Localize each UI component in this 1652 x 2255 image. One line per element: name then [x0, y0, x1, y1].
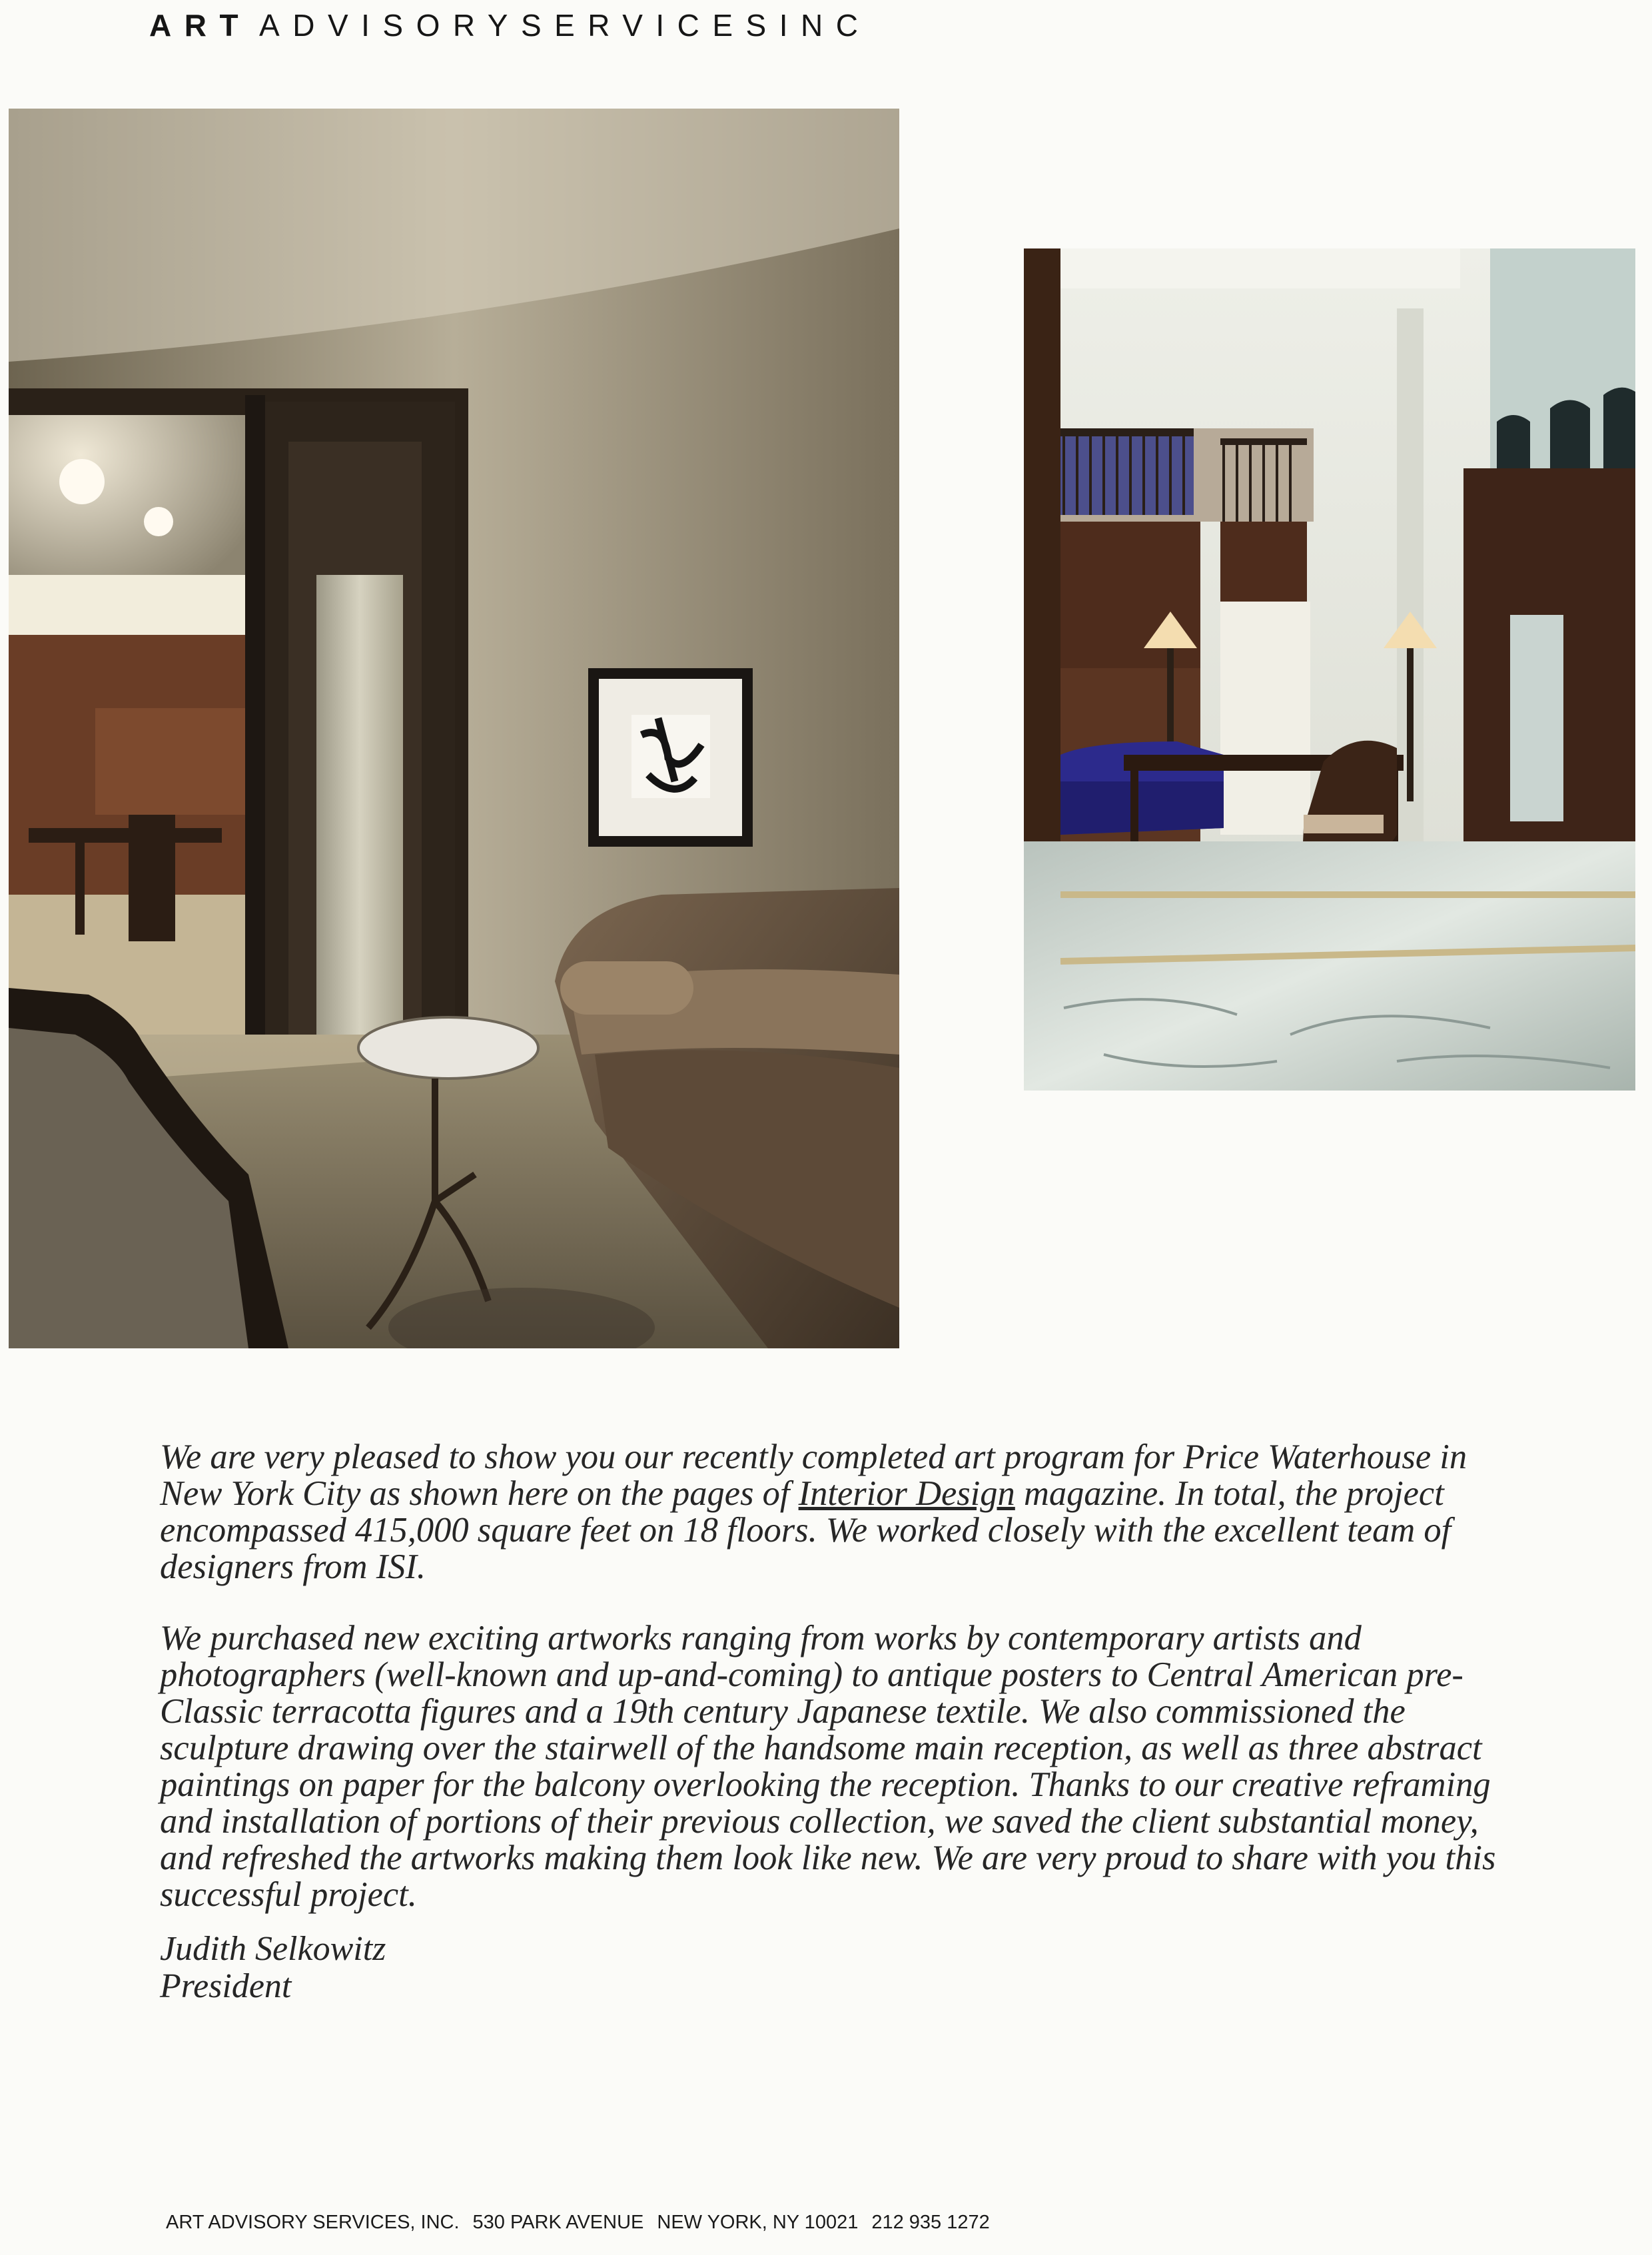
- footer-city: NEW YORK, NY 10021: [657, 2212, 859, 2233]
- photo-reception: [1024, 248, 1635, 1091]
- footer-street: 530 PARK AVENUE: [472, 2212, 644, 2233]
- letterhead-bold: ART: [149, 8, 252, 43]
- lounge-illustration: [9, 109, 899, 1348]
- magazine-title: Interior Design: [798, 1474, 1015, 1513]
- footer-company: ART ADVISORY SERVICES, INC.: [166, 2212, 460, 2233]
- footer-address: [166, 2212, 1003, 2234]
- letter-body: [160, 1439, 1505, 1948]
- p1-text-after: magazine. In total, the project encompassed 415,000 square feet on 18 floors. We worked closely with the excellent team of designers from ISI.: [160, 1474, 1451, 1586]
- letter-paragraph-2: We purchased new exciting artworks ranging from works by contemporary artists and photographers (well-known and up-and-coming) to antique posters to Central American pre-Classic terracotta figures and a 19th century Japanese textile. We also commissioned the sculpture drawing over the stairwell of the handsome main reception, as well as three abstract paintings on paper for the balcony overlooking the reception. Thanks to our creative reframing and installation of portions of their previous collection, we saved the client substantial money, and refreshed the artworks making them look like new. We are very proud to share with you this successful project.: [160, 1619, 1496, 1914]
- reception-illustration: [1024, 248, 1635, 1091]
- footer-phone: 212 935 1272: [871, 2212, 990, 2233]
- signature-title: President: [160, 1967, 292, 2005]
- p1-text-before: We are very pleased to show you our recently completed art program for Price Waterhouse in New York City as shown here on the pages of: [160, 1438, 1467, 1513]
- signature-name: Judith Selkowitz: [160, 1930, 386, 1968]
- letterhead-light: ADVISORYSERVICESINC: [259, 8, 871, 43]
- letterhead: [149, 5, 871, 45]
- photo-lounge: [9, 109, 899, 1348]
- letter-paragraph-1: [160, 1439, 1505, 1585]
- signature-block: [160, 1931, 386, 2005]
